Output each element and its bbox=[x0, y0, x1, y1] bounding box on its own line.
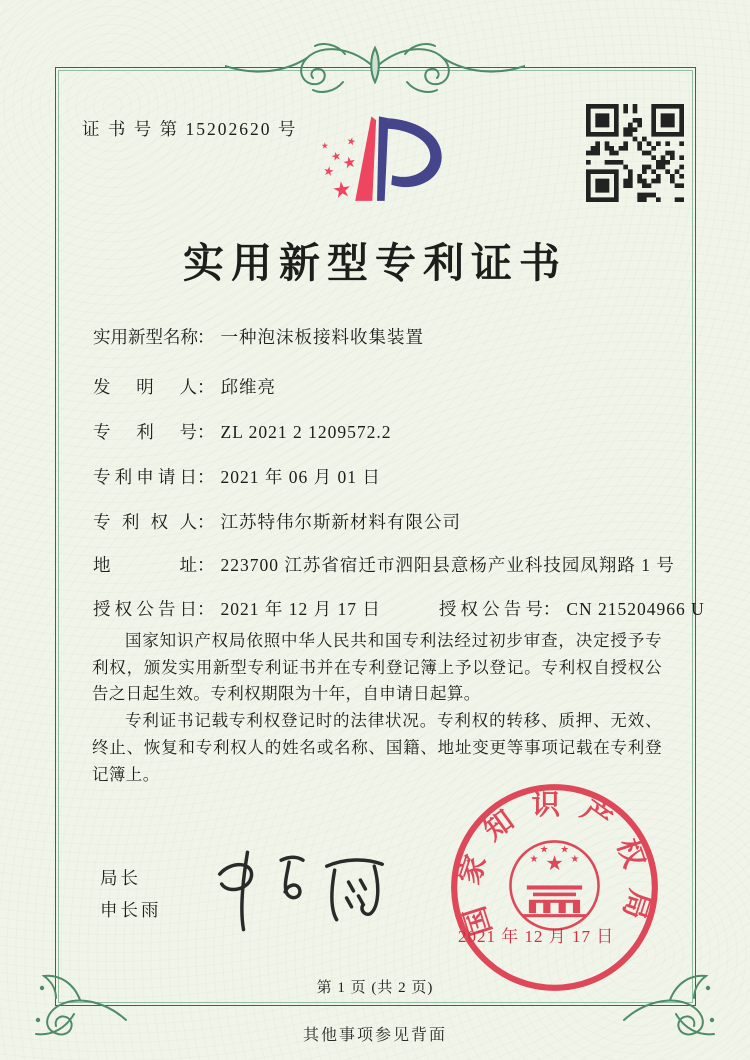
back-side-note: 其他事项参见背面 bbox=[302, 1027, 447, 1044]
svg-text:★: ★ bbox=[322, 163, 336, 179]
field-colon: ： bbox=[197, 512, 215, 532]
field-colon: ： bbox=[197, 377, 215, 397]
svg-text:★: ★ bbox=[570, 853, 580, 865]
legal-paragraph: 国家知识产权局依照中华人民共和国专利法经过初步审查，决定授予专利权，颁发实用新型专利证书并在专利登记簿上予以登记。专利权自授权公告之日起生效。专利权期限为十年，自申请日起算。 bbox=[92, 631, 662, 704]
svg-text:★: ★ bbox=[545, 853, 564, 876]
director-name: 申长雨 bbox=[100, 900, 162, 920]
director-block bbox=[100, 862, 162, 926]
legal-text-block bbox=[92, 628, 662, 788]
field-label: 授权公告日 bbox=[93, 599, 197, 619]
corner-flourish-icon bbox=[22, 958, 132, 1042]
director-signature-icon bbox=[190, 836, 408, 936]
field-colon: ： bbox=[197, 327, 215, 347]
field-value: ZL 2021 2 1209572.2 bbox=[220, 422, 392, 442]
certificate-title: 实用新型专利证书 bbox=[183, 240, 567, 286]
field-row-filing-date bbox=[93, 464, 663, 489]
field-row-address bbox=[93, 552, 675, 577]
field-value: 2021 年 06 月 01 日 bbox=[220, 467, 381, 487]
field-row-patent-number bbox=[93, 419, 663, 444]
field-label: 地址 bbox=[93, 555, 197, 575]
field-label: 授权公告号 bbox=[438, 599, 543, 619]
field-value: 2021 年 12 月 17 日 bbox=[220, 599, 381, 619]
field-colon: ： bbox=[197, 555, 215, 575]
svg-text:★: ★ bbox=[329, 149, 343, 165]
svg-text:★: ★ bbox=[345, 135, 357, 149]
field-label: 专利号 bbox=[93, 422, 197, 442]
svg-text:★: ★ bbox=[539, 844, 549, 856]
field-label: 实用新型名称 bbox=[93, 327, 198, 347]
floral-flourish-icon bbox=[225, 36, 525, 100]
seal-text: 国家知识产权局 bbox=[453, 788, 656, 940]
field-value: 江苏特伟尔斯新材料有限公司 bbox=[220, 512, 461, 532]
svg-text:★: ★ bbox=[330, 176, 354, 204]
field-colon: ： bbox=[197, 599, 215, 619]
field-row-patentee bbox=[93, 509, 663, 534]
field-label: 发明人 bbox=[93, 377, 197, 397]
field-value: 223700 江苏省宿迁市泗阳县意杨产业科技园凤翔路 1 号 bbox=[220, 555, 675, 575]
field-colon: ： bbox=[542, 599, 561, 619]
field-value: 邱维亮 bbox=[220, 377, 276, 397]
seal-date: 2021 年 12 月 17 日 bbox=[458, 927, 615, 946]
svg-text:★: ★ bbox=[529, 853, 539, 865]
field-row-inventor bbox=[93, 374, 663, 399]
cnipa-logo-icon bbox=[302, 108, 454, 214]
svg-text:★: ★ bbox=[341, 153, 358, 173]
svg-text:★: ★ bbox=[320, 140, 329, 151]
director-title: 局长 bbox=[100, 868, 141, 888]
legal-paragraph: 专利证书记载专利权登记时的法律状况。专利权的转移、质押、无效、终止、恢复和专利权人的姓名或名称、国籍、地址变更等事项记载在专利登记簿上。 bbox=[92, 711, 662, 784]
page-number-note: 第 1 页 (共 2 页) bbox=[316, 980, 434, 996]
field-colon: ： bbox=[197, 422, 215, 442]
field-label: 专利权人 bbox=[93, 512, 197, 532]
corner-flourish-icon bbox=[618, 958, 728, 1042]
field-row-grant bbox=[93, 596, 705, 621]
field-value: 一种泡沫板接料收集装置 bbox=[220, 327, 424, 347]
certificate-number: 证 书 号 第 15202620 号 bbox=[82, 119, 298, 139]
field-row-invention-name bbox=[93, 324, 663, 349]
field-value: CN 215204966 U bbox=[566, 599, 705, 619]
national-emblem-icon bbox=[510, 841, 598, 929]
qr-code bbox=[586, 104, 684, 202]
field-colon: ： bbox=[197, 467, 215, 487]
svg-text:★: ★ bbox=[560, 844, 570, 856]
field-label: 专利申请日 bbox=[93, 467, 197, 487]
